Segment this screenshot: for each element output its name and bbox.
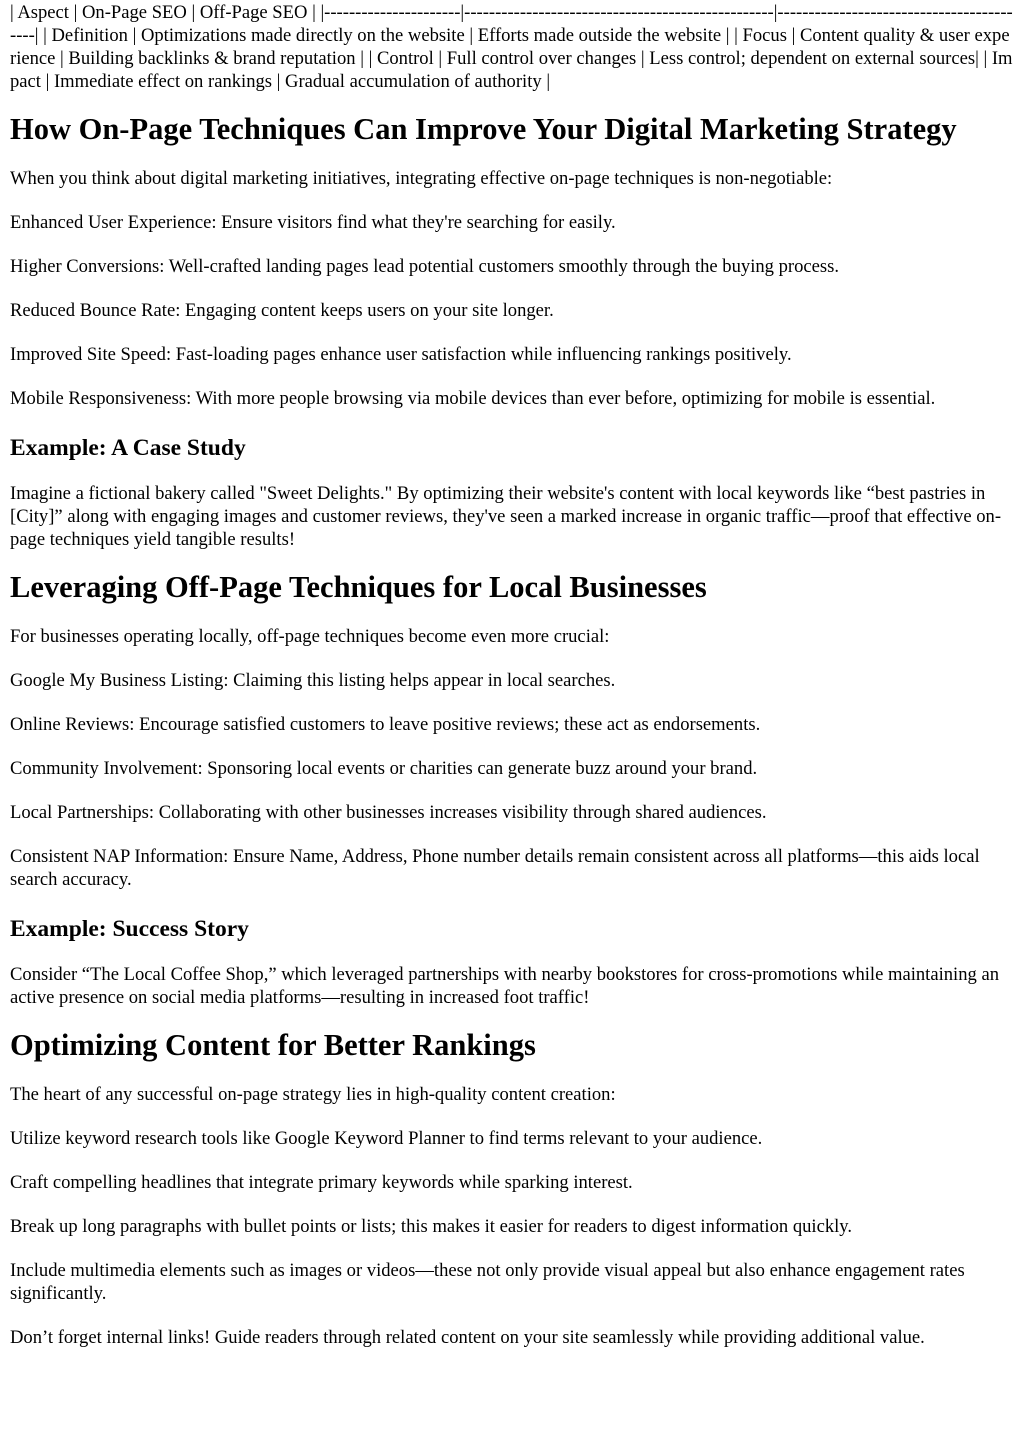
raw-comparison-table-text: | Aspect | On-Page SEO | Off-Page SEO | |----------------------|--------------------------------------------------|------------------------------------------| | Definition | Optimizations made directly on the website | Efforts made outside the website | | Focus | Content quality & user experience | Building backlinks & brand reputation | | Control | Full control over changes | Less control; dependent on external sources| | Impact | Immediate effect on rankings | Gradual accumulation of authority | xyxy=(10,2,1013,92)
section-intro: The heart of any successful on-page strategy lies in high-quality content creation: xyxy=(10,1084,616,1105)
list-item: Craft compelling headlines that integrate primary keywords while sparking interest. xyxy=(10,1172,633,1193)
list-item: Break up long paragraphs with bullet points or lists; this makes it easier for readers to digest information quickly. xyxy=(10,1216,853,1237)
list-item: Higher Conversions: Well-crafted landing pages lead potential customers smoothly through the buying process. xyxy=(10,256,840,277)
list-item: Community Involvement: Sponsoring local events or charities can generate buzz around your brand. xyxy=(10,758,758,779)
list-item: Google My Business Listing: Claiming this listing helps appear in local searches. xyxy=(10,670,616,691)
list-item: Reduced Bounce Rate: Engaging content keeps users on your site longer. xyxy=(10,300,554,321)
example-heading-success-story: Example: Success Story xyxy=(10,916,249,942)
list-item: Don’t forget internal links! Guide readers through related content on your site seamlessly while providing additional value. xyxy=(10,1327,925,1348)
section-heading-on-page: How On-Page Techniques Can Improve Your Digital Marketing Strategy xyxy=(10,112,957,146)
list-item: Online Reviews: Encourage satisfied customers to leave positive reviews; these act as endorsements. xyxy=(10,714,761,735)
list-item: Local Partnerships: Collaborating with other businesses increases visibility through shared audiences. xyxy=(10,802,767,823)
list-item: Improved Site Speed: Fast-loading pages enhance user satisfaction while influencing rankings positively. xyxy=(10,344,792,365)
section-intro: When you think about digital marketing initiatives, integrating effective on-page techniques is non-negotiable: xyxy=(10,168,833,189)
list-item: Consistent NAP Information: Ensure Name, Address, Phone number details remain consistent across all platforms—this aids local search accuracy. xyxy=(10,846,980,890)
list-item: Utilize keyword research tools like Google Keyword Planner to find terms relevant to your audience. xyxy=(10,1128,763,1149)
example-paragraph: Imagine a fictional bakery called "Sweet Delights." By optimizing their website's content with local keywords like “best pastries in [City]” along with engaging images and customer reviews, they've seen a marked increase in organic traffic—proof that effective on-page techniques yield tangible results! xyxy=(10,483,1002,550)
section-intro: For businesses operating locally, off-page techniques become even more crucial: xyxy=(10,626,610,647)
example-paragraph: Consider “The Local Coffee Shop,” which leveraged partnerships with nearby bookstores for cross-promotions while maintaining an active presence on social media platforms—resulting in increased foot traffic! xyxy=(10,964,1000,1008)
section-heading-content: Optimizing Content for Better Rankings xyxy=(10,1028,536,1062)
example-heading-case-study: Example: A Case Study xyxy=(10,435,246,461)
article xyxy=(0,1,1024,1349)
list-item: Mobile Responsiveness: With more people browsing via mobile devices than ever before, optimizing for mobile is essential. xyxy=(10,388,936,409)
list-item: Enhanced User Experience: Ensure visitors find what they're searching for easily. xyxy=(10,212,616,233)
list-item: Include multimedia elements such as images or videos—these not only provide visual appeal but also enhance engagement rates significantly. xyxy=(10,1260,965,1304)
section-heading-off-page: Leveraging Off-Page Techniques for Local Businesses xyxy=(10,570,707,604)
